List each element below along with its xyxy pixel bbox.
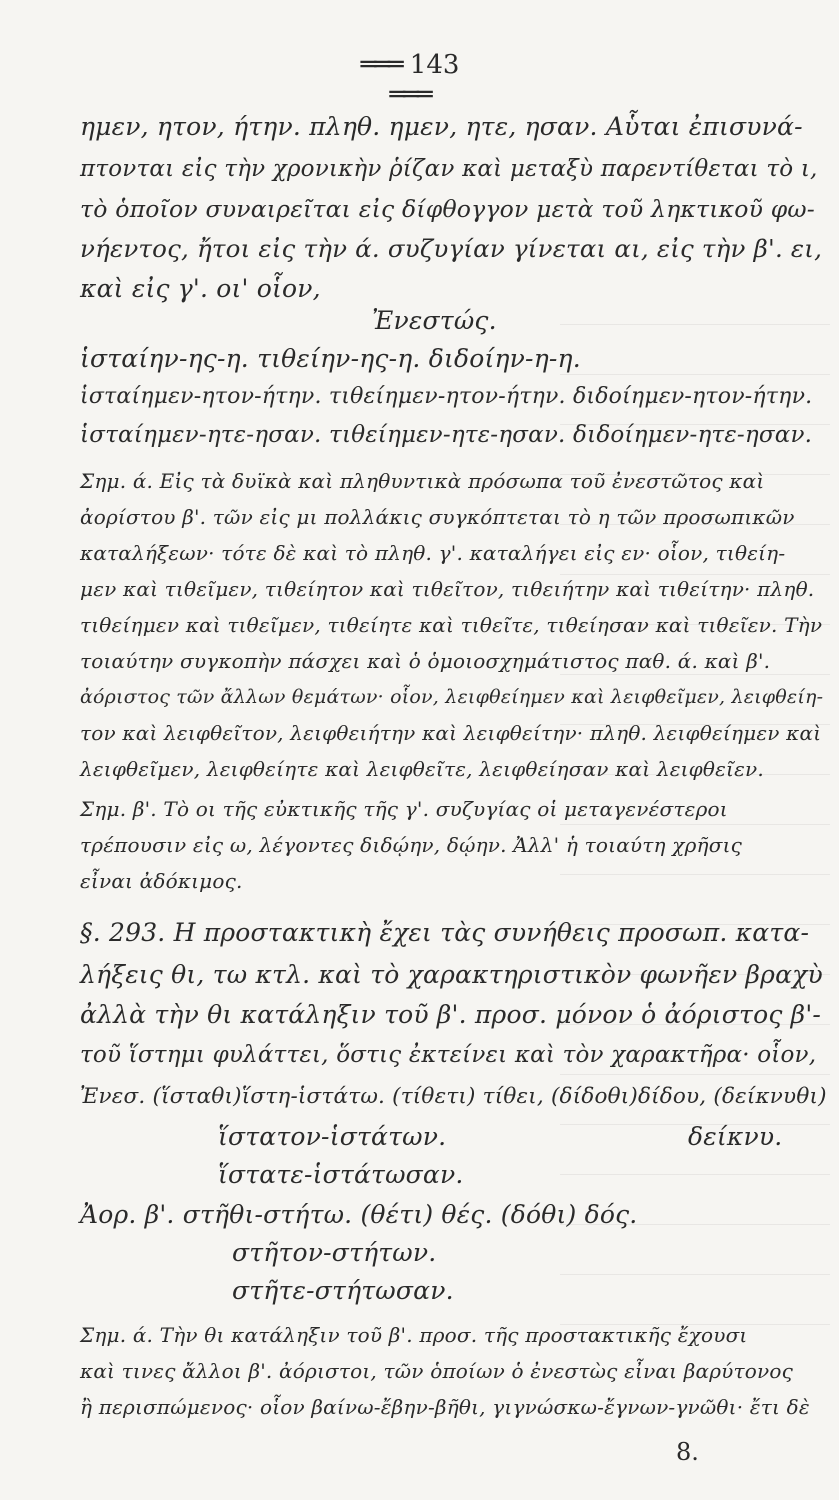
paradigm-row: Ἐνεσ. (ἵσταθι)ἵστη-ἱστάτω. (τίθετι) τίθει, (δίδοθι)δίδου, (δείκνυθι) (80, 1084, 827, 1109)
note-line: ἀόριστος τῶν ἄλλων θεμάτων· οἷον, λειφθείημεν καὶ λειφθεῖμεν, λειφθείη- (80, 686, 824, 708)
bleed-through (560, 300, 830, 1350)
text-line: νήεντος, ἤτοι εἰς τὴν ά. συζυγίαν γίνεται αι, εἰς τὴν β'. ει, (80, 234, 823, 263)
note-line: Σημ. β'. Τὸ οι τῆς εὐκτικῆς τῆς γ'. συζυγίας οἱ μεταγενέστεροι (80, 797, 728, 821)
paradigm-row: στῆτον-στήτων. (232, 1238, 437, 1267)
text-line: λήξεις θι, τω κτλ. καὶ τὸ χαρακτηριστικὸν φωνῆεν βραχὺ (80, 960, 823, 989)
text-line: τοῦ ἵστημι φυλάττει, ὅστις ἐκτείνει καὶ τὸν χαρακτῆρα· οἷον, (80, 1042, 817, 1068)
note-line: καὶ τινες ἄλλοι β'. ἀόριστοι, τῶν ὁποίων ὁ ἐνεστὼς εἶναι βαρύτονος (80, 1359, 794, 1383)
note-line: μεν καὶ τιθεῖμεν, τιθείητον καὶ τιθεῖτον, τιθειήτην καὶ τιθείτην· πληθ. (80, 577, 815, 601)
text-line: ημεν, ητον, ήτην. πληθ. ημεν, ητε, ησαν. Αὗται ἐπισυνά- (80, 112, 803, 141)
note-line: Σημ. ά. Τὴν θι κατάληξιν τοῦ β'. προσ. τῆς προστακτικῆς ἔχουσι (80, 1323, 748, 1347)
text-line: καὶ εἰς γ'. οι' οἷον, (80, 274, 321, 303)
signature-mark: 8. (676, 1438, 699, 1466)
section-paragraph-start: §. 293. Η προστακτικὴ ἔχει τὰς συνήθεις προσωπ. κατα- (80, 918, 810, 947)
paradigm-row: στῆτε-στήτωσαν. (232, 1276, 454, 1305)
note-line: Σημ. ά. Εἰς τὰ δυϊκὰ καὶ πληθυντικὰ πρόσωπα τοῦ ἐνεστῶτος καὶ (80, 469, 765, 493)
paradigm-row: ἵστατον-ἱστάτων. (218, 1122, 447, 1151)
note-line: ἢ περισπώμενος· οἷον βαίνω-ἔβην-βῆθι, γιγνώσκω-ἔγνων-γνῶθι· ἔτι δὲ (80, 1395, 810, 1419)
text-line: ἀλλὰ τὴν θι κατάληξιν τοῦ β'. προσ. μόνον ὁ ἀόριστος β'- (80, 1000, 822, 1029)
text-line: τὸ ὁποῖον συναιρεῖται εἰς δίφθογγον μετὰ τοῦ ληκτικοῦ φω- (80, 195, 815, 223)
note-line: τοιαύτην συγκοπὴν πάσχει καὶ ὁ ὁμοιοσχημάτιστος παθ. ά. καὶ β'. (80, 649, 771, 673)
section-heading: Ἐνεστώς. (372, 306, 497, 335)
paradigm-row: Ἀορ. β'. στῆθι-στήτω. (θέτι) θές. (δόθι) δός. (80, 1200, 638, 1229)
paradigm-row: δείκνυ. (688, 1122, 783, 1151)
paradigm-row: ἱσταίην-ης-η. τιθείην-ης-η. διδοίην-η-η. (80, 344, 581, 373)
text-line: πτονται εἰς τὴν χρονικὴν ῥίζαν καὶ μεταξὺ παρεντίθεται τὸ ι, (80, 156, 818, 182)
paradigm-row: ἱσταίημεν-ητον-ήτην. τιθείημεν-ητον-ήτην. διδοίημεν-ητον-ήτην. (80, 384, 813, 409)
note-line: καταλήξεων· τότε δὲ καὶ τὸ πληθ. γ'. καταλήγει εἰς εν· οἷον, τιθείη- (80, 541, 786, 565)
paradigm-row: ἱσταίημεν-ητε-ησαν. τιθείημεν-ητε-ησαν. διδοίημεν-ητε-ησαν. (80, 422, 813, 448)
paradigm-row: ἵστατε-ἱστάτωσαν. (218, 1160, 464, 1189)
note-line: εἶναι ἀδόκιμος. (80, 869, 243, 893)
note-line: τιθείημεν καὶ τιθεῖμεν, τιθείητε καὶ τιθεῖτε, τιθείησαν καὶ τιθεῖεν. Τὴν (80, 613, 823, 637)
note-line: τρέπουσιν εἰς ω, λέγοντες διδῴην, δῴην. Ἀλλ' ἡ τοιαύτη χρῆσις (80, 833, 743, 857)
note-line: λειφθεῖμεν, λειφθείητε καὶ λειφθεῖτε, λειφθείησαν καὶ λειφθεῖεν. (80, 757, 764, 781)
note-line: ἀορίστου β'. τῶν εἰς μι πολλάκις συγκόπτεται τὸ η τῶν προσωπικῶν (80, 505, 795, 529)
page-number: ═══ 143 ═══ (360, 50, 460, 110)
note-line: τον καὶ λειφθεῖτον, λειφθειήτην καὶ λειφθείτην· πληθ. λειφθείημεν καὶ (80, 721, 822, 745)
